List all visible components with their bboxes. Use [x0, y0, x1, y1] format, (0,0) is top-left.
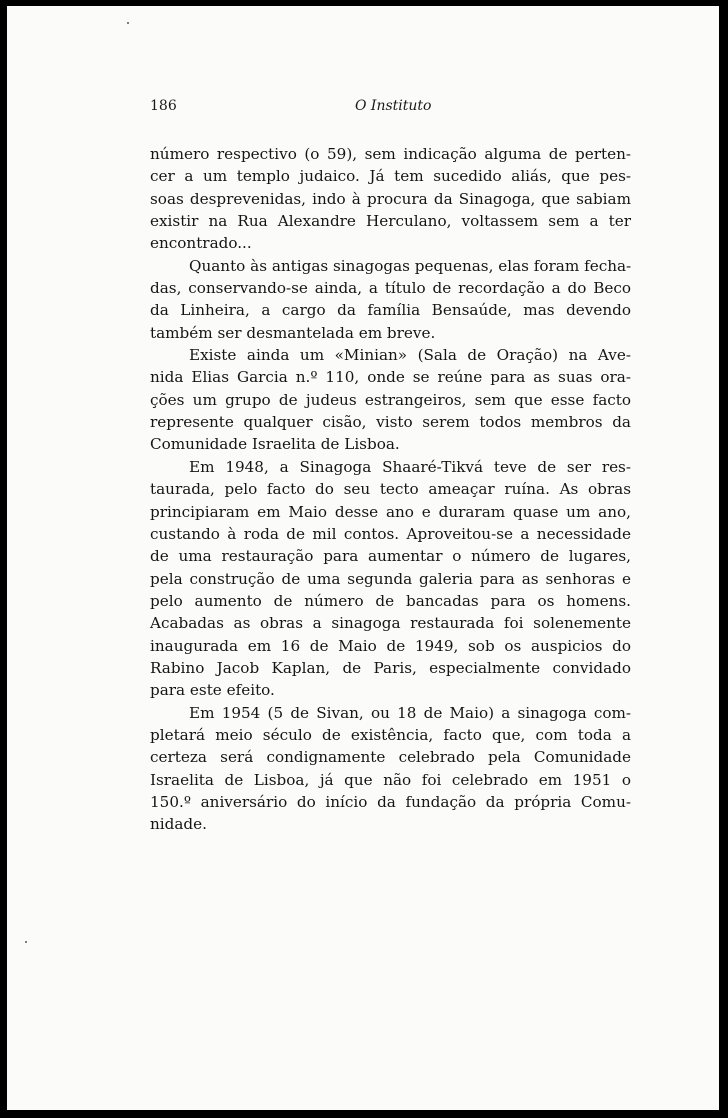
text-line: encontrado... [150, 234, 252, 253]
text-line: represente qualquer cisão, visto serem todos membros da [150, 413, 631, 432]
text-line: das, conservando-se ainda, a título de recordação a do Beco [150, 279, 631, 298]
text-line: Rabino Jacob Kaplan, de Paris, especialmente convidado [150, 658, 631, 677]
text-line: de uma restauração para aumentar o número de lugares, [150, 547, 631, 566]
text-line: existir na Rua Alexandre Herculano, voltassem sem a ter [150, 212, 631, 231]
text-line: Acabadas as obras a sinagoga restaurada foi solenemente [150, 614, 631, 633]
text-line: cer a um templo judaico. Já tem sucedido aliás, que pes- [150, 167, 631, 186]
text-line: pela construção de uma segunda galeria para as senhoras e [150, 569, 631, 588]
text-line: Comunidade Israelita de Lisboa. [150, 435, 400, 454]
page-number: 186 [150, 98, 177, 114]
text-line: ções um grupo de judeus estrangeiros, sem que esse facto [150, 390, 631, 409]
text-line: pelo aumento de número de bancadas para os homens. [150, 591, 631, 610]
text-line: da Linheira, a cargo da família Bensaúde, mas devendo [150, 301, 631, 320]
text-line: número respectivo (o 59), sem indicação alguma de perten- [150, 145, 631, 163]
text-line: inaugurada em 16 de Maio de 1949, sob os auspicios do [150, 636, 631, 655]
body-text [150, 143, 631, 836]
text-line: custando à roda de mil contos. Aproveitou-se a necessidade [150, 524, 631, 543]
text-line: Israelita de Lisboa, já que não foi celebrado em 1951 o [150, 770, 631, 789]
text-line: pletará meio século de existência, facto que, com toda a [150, 725, 631, 744]
text-line: soas desprevenidas, indo à procura da Sinagoga, que sabiam [150, 189, 631, 208]
text-line: Existe ainda um «Minian» (Sala de Oração) na Ave- [189, 346, 631, 365]
text-line: para este efeito. [150, 681, 275, 700]
scanned-page [7, 6, 719, 1110]
text-line: nidade. [150, 815, 207, 834]
text-line: certeza será condignamente celebrado pela Comunidade [150, 748, 631, 767]
journal-title: O Instituto [355, 98, 432, 114]
text-line: Em 1954 (5 de Sivan, ou 18 de Maio) a sinagoga com- [189, 703, 631, 722]
text-line: também ser desmantelada em breve. [150, 323, 436, 342]
text-line: Quanto às antigas sinagogas pequenas, elas foram fecha- [189, 256, 632, 275]
scan-speck [25, 941, 27, 943]
text-line: Em 1948, a Sinagoga Shaaré-Tikvá teve de ser res- [189, 457, 631, 476]
text-line: 150.º aniversário do início da fundação da própria Comu- [150, 792, 631, 811]
text-line: taurada, pelo facto do seu tecto ameaçar ruína. As obras [150, 480, 631, 499]
running-head [150, 98, 631, 120]
text-line: principiaram em Maio desse ano e duraram quase um ano, [150, 502, 631, 521]
scan-speck [127, 22, 129, 24]
text-line: nida Elias Garcia n.º 110, onde se reúne para as suas ora- [150, 368, 631, 387]
